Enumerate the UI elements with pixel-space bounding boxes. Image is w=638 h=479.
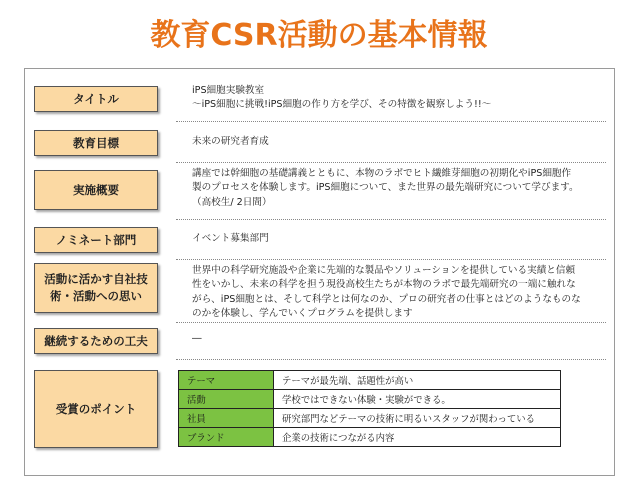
row-value-nomination — [192, 232, 602, 246]
row-label-award-points — [34, 370, 158, 448]
table-row — [179, 371, 561, 390]
row-separator — [176, 219, 606, 220]
row-label-text: 受賞のポイント — [55, 401, 137, 416]
page-title: 教育CSR活動の基本情報 — [150, 18, 488, 53]
value-line: 未来の研究者育成 — [192, 136, 269, 147]
point-key: ブランド — [179, 428, 274, 447]
row-value-technology — [192, 264, 602, 322]
row-separator — [176, 121, 606, 122]
value-line: 性をいかし、未来の科学を担う現役高校生たちが本物のラボで最先端研究の一端に触れな — [192, 279, 576, 291]
point-value: 研究部門などテーマの技術に明るいスタッフが関わっている — [274, 409, 561, 428]
value-line: のかを体験し、学んでいくプログラムを提供します — [192, 308, 413, 320]
row-value-continuation — [192, 332, 602, 346]
point-key: 社員 — [179, 409, 274, 428]
row-label-technology — [34, 263, 158, 313]
row-label-continuation — [34, 328, 158, 354]
point-value: テーマが最先端、話題性が高い — [274, 371, 561, 390]
row-value-title — [192, 84, 602, 113]
row-value-goal — [192, 135, 602, 149]
row-label-overview — [34, 170, 158, 210]
row-label-title — [34, 86, 158, 112]
row-separator — [176, 259, 606, 260]
table-row — [179, 428, 561, 447]
row-label-text: 実施概要 — [73, 182, 119, 197]
row-separator — [176, 359, 606, 360]
table-row — [179, 409, 561, 428]
value-line: 世界中の科学研究施設や企業に先端的な製品やソリューションを提供している実績と信頼 — [192, 265, 576, 276]
row-label-text: 活動に活かす自社技 — [44, 272, 148, 287]
row-separator — [176, 162, 606, 163]
row-label-nomination — [34, 227, 158, 253]
row-label-text: ノミネート部門 — [55, 232, 137, 247]
row-separator — [176, 322, 606, 323]
point-key: テーマ — [179, 371, 274, 390]
row-label-text: 術・活動への思い — [50, 289, 142, 303]
value-line: iPS細胞実験教室 — [192, 85, 265, 96]
row-label-goal — [34, 130, 158, 156]
row-value-overview — [192, 167, 602, 210]
point-value: 学校ではできない体験・実験ができる。 — [274, 390, 561, 409]
point-key: 活動 — [179, 390, 274, 409]
value-line: がら、iPS細胞とは、そして科学とは何なのか、プロの研究者の仕事とはどのようなものな — [192, 293, 581, 305]
value-line: ― — [192, 333, 202, 344]
table-row — [179, 390, 561, 409]
value-line: イベント募集部門 — [192, 233, 269, 244]
point-value: 企業の技術につながる内容 — [274, 428, 561, 447]
value-line: 講座では幹細胞の基礎講義とともに、本物のラボでヒト繊維芽細胞の初期化やiPS細胞作 — [192, 168, 572, 179]
award-points-table — [178, 370, 561, 447]
value-line: ～iPS細胞に挑戦!iPS細胞の作り方を学び、その特徴を観察しよう!!～ — [192, 99, 492, 111]
row-label-text: 継続するための工夫 — [44, 333, 148, 348]
row-label-text: タイトル — [73, 91, 119, 106]
row-label-text: 教育目標 — [73, 135, 119, 150]
value-line: （高校生/ 2日間） — [192, 196, 272, 208]
value-line: 製のプロセスを体験します。iPS細胞について、また世界の最先端研究について学びます。 — [192, 182, 579, 194]
